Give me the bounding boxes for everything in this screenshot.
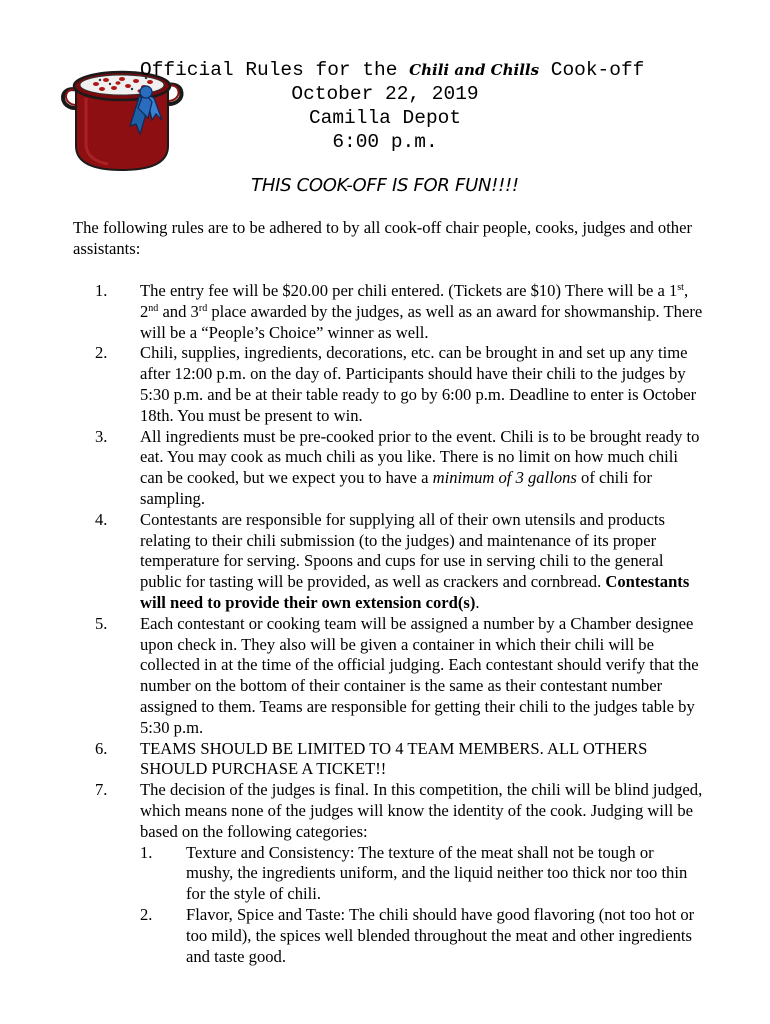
event-name: Chili and Chills xyxy=(409,61,540,79)
rule-item xyxy=(73,281,703,343)
intro-paragraph: The following rules are to be adhered to by all cook-off chair people, cooks, judges and other assistants: xyxy=(73,218,692,258)
rule-item xyxy=(73,343,703,426)
rule-text: The entry fee will be $20.00 per chili entered. (Tickets are $10) There will be a 1st, 2nd and 3rd place awarded by the judges, as well as an award for showmanship. There will be a “People’s Choice” winner as well. xyxy=(140,281,703,342)
rule-item xyxy=(73,427,703,510)
judging-categories-list xyxy=(140,843,703,968)
rule-number: 2. xyxy=(95,343,108,363)
rule-text: Chili, supplies, ingredients, decorations, etc. can be brought in and set up any time after 12:00 p.m. on the day of. Participants should have their chili to the judges by 5:30 p.m. and be at their table ready to go by 6:00 p.m. Deadline to enter is October 18th. You must be present to win. xyxy=(140,343,697,425)
rule-text: Each contestant or cooking team will be assigned a number by a Chamber designee upon check in. They also will be given a container in which their chili will be collected in at the time of the official judging. Each contestant should verify that the number on the bottom of their container is the same as their contestant number assigned to them. Teams are responsible for getting their chili to the judges table by 5:30 p.m. xyxy=(140,613,699,737)
minimum-gallons-emphasis: minimum of 3 gallons xyxy=(432,468,577,488)
rule-text: The decision of the judges is final. In this competition, the chili will be blind judged, which means none of the judges will know the identity of the cook. Judging will be based on the following categories: xyxy=(140,780,703,841)
rule-item xyxy=(73,780,703,967)
rules-list xyxy=(73,281,703,967)
category-text: Flavor, Spice and Taste: The chili should have good flavoring (not too hot or too mild), the spices well blended throughout the meat and other ingredients and taste good. xyxy=(186,904,695,966)
event-date: October 22, 2019 xyxy=(291,83,479,105)
category-number: 2. xyxy=(140,904,153,924)
title-prefix: Official Rules for the xyxy=(140,59,410,81)
rule-item xyxy=(73,739,703,781)
ordinal-suffix: rd xyxy=(198,302,208,314)
category-text: Texture and Consistency: The texture of the meat shall not be tough or mushy, the ingredients uniform, and the liquid neither too thick nor too thin for the style of chili. xyxy=(186,842,688,904)
title-suffix: Cook-off xyxy=(539,59,645,81)
rule-text: Contestants are responsible for supplying all of their own utensils and products relating to their chili submission (to the judges) and maintenance of its proper temperature for serving. Spoons and cups for use in serving chili to the general public for tasting will be provided, as well as crackers and cornbread. Contestants will need to provide their own extension cord(s). xyxy=(140,509,690,612)
rule-text: All ingredients must be pre-cooked prior to the event. Chili is to be brought ready to eat. You may cook as much chili as you like. There is no limit on how much chili can be cooked, but we expect you to have a minimum of 3 gallons of chili for sampling. xyxy=(140,426,700,508)
ordinal-suffix: nd xyxy=(148,302,159,314)
rule-number: 6. xyxy=(95,738,108,758)
rule-number: 5. xyxy=(95,613,108,633)
judging-category xyxy=(140,843,703,905)
rule-item xyxy=(73,614,703,739)
rule-number: 4. xyxy=(95,509,108,529)
rule-item xyxy=(73,510,703,614)
rule-text: TEAMS SHOULD BE LIMITED TO 4 TEAM MEMBERS. ALL OTHERS SHOULD PURCHASE A TICKET!! xyxy=(140,738,648,779)
ordinal-suffix: st xyxy=(677,282,684,293)
rule-number: 7. xyxy=(95,780,108,800)
event-location: Camilla Depot xyxy=(308,107,462,129)
category-number: 1. xyxy=(140,842,153,862)
extension-cord-notice: Contestants will need to provide their own extension cord(s) xyxy=(140,572,690,612)
event-time: 6:00 p.m. xyxy=(332,131,438,153)
fun-banner: THIS COOK-OFF IS FOR FUN!!!! xyxy=(251,175,519,196)
rule-number: 1. xyxy=(95,281,108,300)
rule-number: 3. xyxy=(95,426,108,446)
judging-category xyxy=(140,905,703,967)
document-title xyxy=(140,58,645,82)
document-header xyxy=(140,58,645,154)
